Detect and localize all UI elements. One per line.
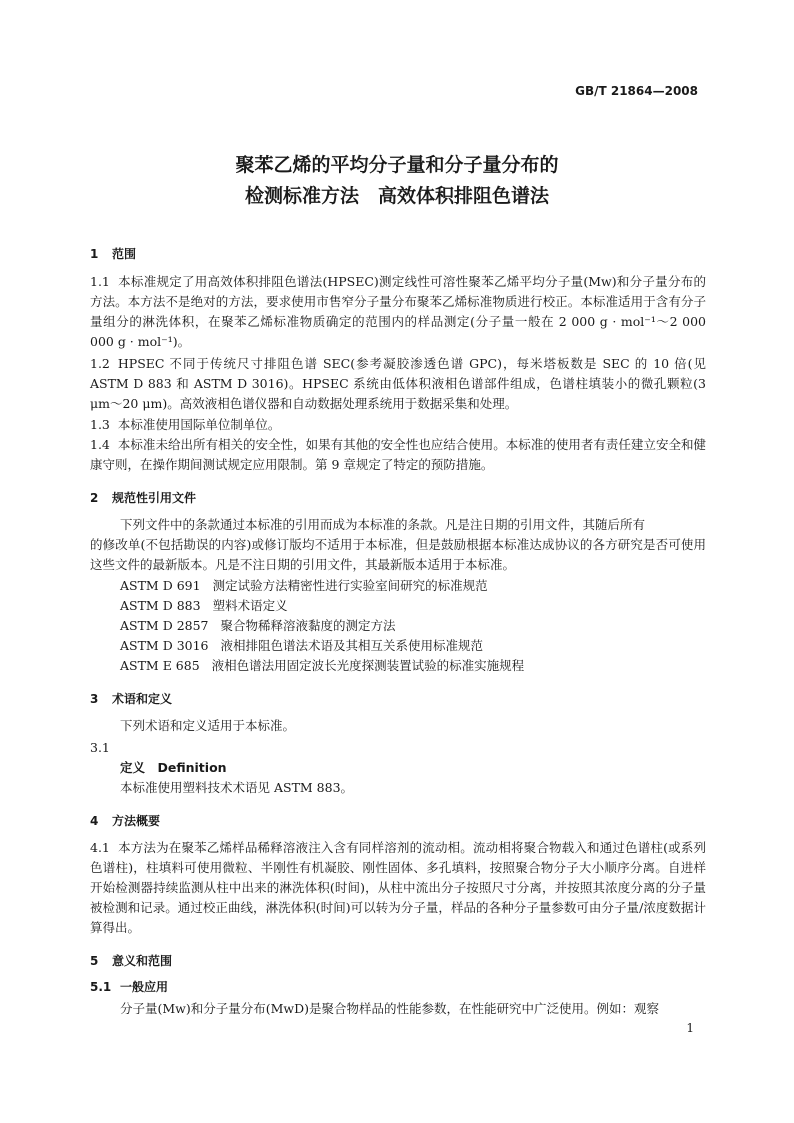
section-2-intro-first-line: 下列文件中的条款通过本标准的引用而成为本标准的条款。凡是注日期的引用文件，其随后所有 — [120, 517, 646, 532]
reference-code: ASTM E 685 — [120, 658, 200, 673]
standard-number: GB/T 21864—2008 — [575, 84, 698, 98]
section-number: 4 — [90, 814, 99, 828]
section-number: 3 — [90, 692, 99, 706]
clause-text: 本标准规定了用高效体积排阻色谱法(HPSEC)测定线性可溶性聚苯乙烯平均分子量(Mw)和分子量分布的方法。本方法不是绝对的方法，要求使用市售窄分子量分布聚苯乙烯标准物质进行校正。本标准适用于含有分子量组分的淋洗体积，在聚苯乙烯标准物质确定的范围内的样品测定(分子量一般在 2 000 g · mol⁻¹～2 000 000 g · mol⁻¹)。 — [90, 274, 706, 349]
reference-code: ASTM D 883 — [120, 598, 201, 613]
clause-text: HPSEC 不同于传统尺寸排阻色谱 SEC(参考凝胶渗透色谱 GPC)，每米塔板数是 SEC 的 10 倍(见 ASTM D 883 和 ASTM D 3016)。HPSEC 系统由低体积液相色谱部件组成，色谱柱填装小的微孔颗粒(3 μm～20 μm)。高效液相色谱仪器和自动数据处理系统用于数据采集和处理。 — [90, 356, 706, 411]
section-number: 2 — [90, 491, 99, 505]
clause-number: 4.1 — [90, 840, 110, 855]
section-3-intro: 下列术语和定义适用于本标准。 — [120, 718, 296, 733]
section-5-heading — [90, 952, 172, 969]
reference-title: 塑料术语定义 — [212, 598, 288, 613]
reference-item — [120, 616, 396, 636]
reference-code: ASTM D 2857 — [120, 618, 209, 633]
clause-number: 1.3 — [90, 417, 110, 432]
term-definition-heading: 定义 Definition — [120, 760, 227, 775]
reference-item — [120, 656, 524, 676]
clause-number: 1.4 — [90, 437, 110, 452]
reference-title: 液相色谱法用固定波长光度探测装置试验的标准实施规程 — [211, 658, 525, 673]
clause-number: 5.1 — [90, 980, 112, 994]
reference-code: ASTM D 691 — [120, 578, 201, 593]
section-3-heading — [90, 690, 172, 707]
clause-4-1 — [90, 838, 706, 938]
clause-title: 一般应用 — [120, 980, 169, 994]
reference-item — [120, 576, 488, 596]
clause-1-3 — [90, 415, 706, 435]
section-title: 规范性引用文件 — [112, 491, 197, 505]
section-1-heading — [90, 245, 136, 262]
reference-title: 聚合物稀释溶液黏度的测定方法 — [220, 618, 396, 633]
clause-text: 本方法为在聚苯乙烯样品稀释溶液注入含有同样溶剂的流动相。流动相将聚合物载入和通过色谱柱(或系列色谱柱)，柱填料可使用微粒、半刚性有机凝胶、刚性固体、多孔填料，按照聚合物分子大小顺序分离。自进样开始检测器持续监测从柱中出来的淋洗体积(时间)，从柱中流出分子按照尺寸分离，并按照其浓度分离的分子量被检测和记录。通过校正曲线，淋洗体积(时间)可以转为分子量，样品的各种分子量参数可由分子量/浓度数据计算得出。 — [90, 840, 706, 935]
clause-text: 本标准使用国际单位制单位。 — [117, 417, 281, 432]
clause-number: 1.2 — [90, 356, 110, 371]
section-number: 5 — [90, 954, 99, 968]
section-title: 范围 — [112, 247, 137, 261]
section-2-heading — [90, 489, 196, 506]
section-title: 意义和范围 — [112, 954, 173, 968]
section-number: 1 — [90, 247, 99, 261]
clause-5-1-heading — [90, 978, 168, 995]
page-number: 1 — [686, 1021, 694, 1035]
section-4-heading — [90, 812, 160, 829]
reference-item — [120, 636, 483, 656]
term-definition-text: 本标准使用塑料技术术语见 ASTM 883。 — [120, 780, 354, 795]
clause-1-4 — [90, 435, 706, 475]
clause-1-1 — [90, 272, 706, 352]
document-title-line-1: 聚苯乙烯的平均分子量和分子量分布的 — [235, 154, 559, 176]
clause-3-1-number: 3.1 — [90, 740, 110, 755]
section-2-intro-rest: 的修改单(不包括勘误的内容)或修订版均不适用于本标准，但是鼓励根据本标准达成协议的各方研究是否可使用这些文件的最新版本。凡是不注日期的引用文件，其最新版本适用于本标准。 — [90, 537, 706, 572]
reference-title: 液相排阻色谱法术语及其相互关系使用标准规范 — [220, 638, 484, 653]
document-title-line-2: 检测标准方法 高效体积排阻色谱法 — [244, 185, 549, 207]
reference-item — [120, 596, 288, 616]
section-title: 方法概要 — [112, 814, 161, 828]
clause-1-2 — [90, 354, 706, 414]
clause-number: 1.1 — [90, 274, 110, 289]
clause-text: 本标准未给出所有相关的安全性，如果有其他的安全性也应结合使用。本标准的使用者有责任建立安全和健康守则，在操作期间测试规定应用限制。第 9 章规定了特定的预防措施。 — [90, 437, 706, 472]
section-title: 术语和定义 — [112, 692, 173, 706]
clause-5-1-text: 分子量(Mw)和分子量分布(MwD)是聚合物样品的性能参数，在性能研究中广泛使用。例如：观察 — [120, 1001, 660, 1016]
reference-title: 测定试验方法精密性进行实验室间研究的标准规范 — [212, 578, 488, 593]
reference-code: ASTM D 3016 — [120, 638, 209, 653]
